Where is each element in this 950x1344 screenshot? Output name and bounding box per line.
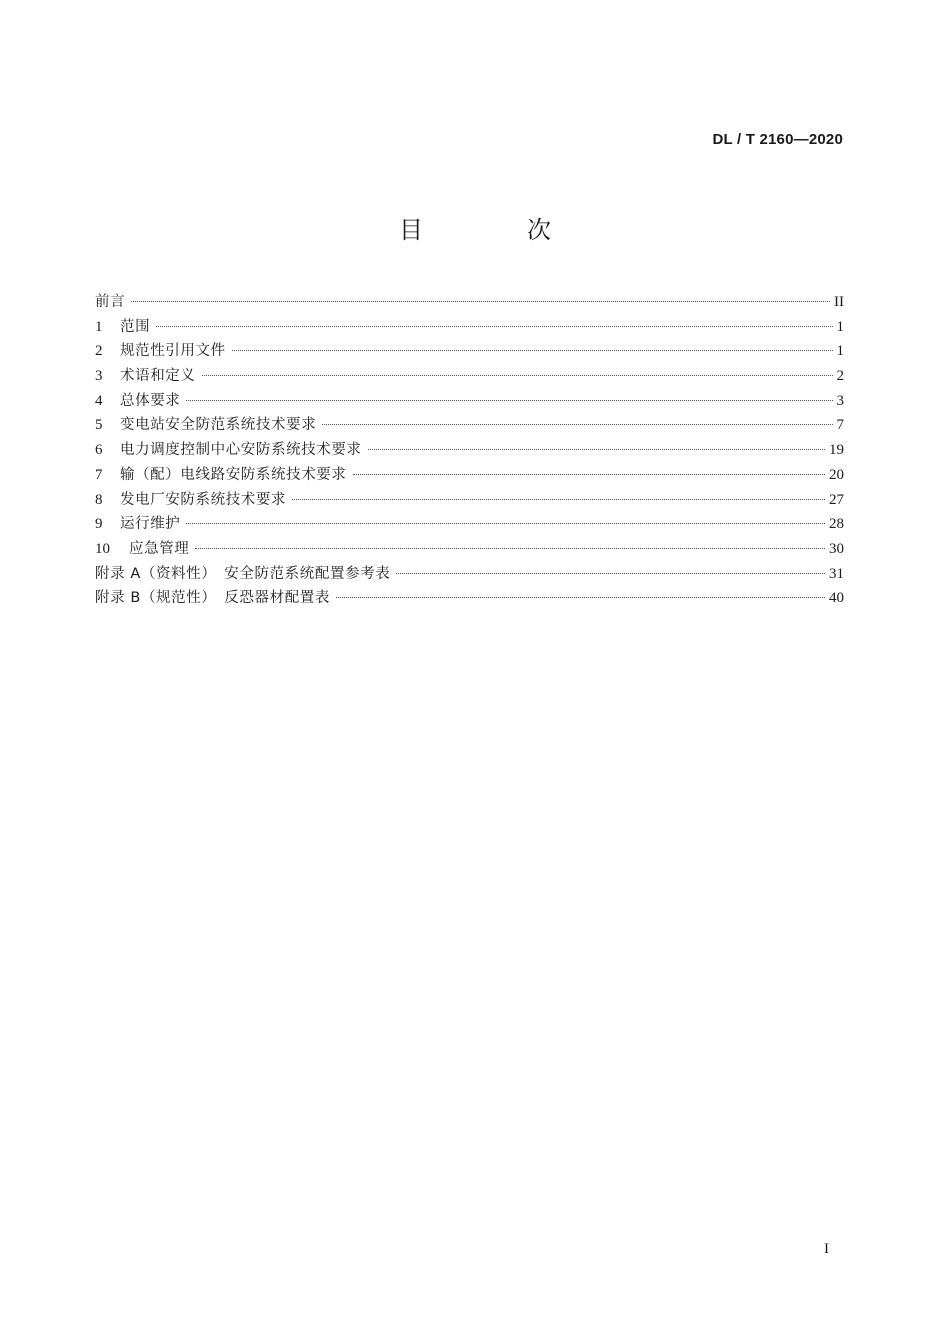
toc-entry-appendix-a[interactable] (95, 562, 844, 587)
page-number: I (824, 1241, 829, 1257)
toc-leader (186, 400, 832, 401)
toc-entry-number: 2 (95, 343, 103, 360)
toc-entry-number: 1 (95, 318, 103, 335)
toc-leader (131, 301, 830, 302)
toc-leader (156, 326, 832, 327)
toc-entry-10[interactable] (95, 537, 844, 562)
toc-leader (336, 597, 825, 598)
toc-entry-6[interactable] (95, 438, 844, 463)
toc-entry-label: 变电站安全防范系统技术要求 (120, 417, 317, 434)
toc-entry-label: 前言 (95, 294, 126, 310)
toc-entry-number: 6 (95, 442, 103, 459)
toc-entry-page: 3 (836, 392, 844, 409)
toc-entry-9[interactable] (95, 512, 844, 537)
toc-leader (396, 573, 825, 574)
toc-leader (232, 350, 833, 351)
toc-entry-label: 输（配）电线路安防系统技术要求 (120, 466, 347, 483)
toc-entry-7[interactable] (95, 463, 844, 488)
toc-entry-page: 1 (836, 318, 844, 335)
toc-entry-number: 8 (95, 491, 103, 508)
toc-entry-page: 28 (829, 516, 844, 533)
toc-entry-number: 4 (95, 392, 103, 409)
standard-code: DL / T 2160—2020 (712, 131, 843, 148)
toc-entry-label: 应急管理 (129, 540, 190, 557)
toc-entry-2[interactable] (95, 339, 844, 364)
toc-entry-label: 总体要求 (120, 392, 181, 409)
toc-entry-1[interactable] (95, 315, 844, 340)
toc-entry-3[interactable] (95, 364, 844, 389)
toc-entry-page: 31 (829, 565, 844, 582)
toc-entry-4[interactable] (95, 389, 844, 414)
toc-entry-number: 10 (95, 540, 110, 557)
toc-entry-label: 规范性引用文件 (120, 343, 226, 360)
toc-entry-label: 附录 B（规范性） 反恐器材配置表 (95, 590, 331, 607)
toc-entry-page: 20 (829, 466, 844, 483)
toc-entry-page: II (834, 294, 844, 310)
toc-entry-number: 7 (95, 466, 103, 483)
toc-entry-page: 7 (836, 417, 844, 434)
toc-entry-label: 范围 (120, 318, 151, 335)
toc-entry-number: 9 (95, 516, 103, 533)
toc-entry-foreword[interactable] (95, 290, 844, 315)
toc-leader (368, 449, 825, 450)
toc-entry-number: 3 (95, 368, 103, 385)
toc-entry-page: 2 (836, 368, 844, 385)
toc-entry-label: 发电厂安防系统技术要求 (120, 491, 287, 508)
toc-entry-8[interactable] (95, 488, 844, 513)
toc-entry-label: 附录 A（资料性） 安全防范系统配置参考表 (95, 565, 391, 582)
toc-entry-number: 5 (95, 417, 103, 434)
toc-entry-page: 1 (836, 343, 844, 360)
toc-entry-label: 电力调度控制中心安防系统技术要求 (120, 442, 362, 459)
toc-entry-appendix-b[interactable] (95, 586, 844, 611)
page-title: 目 次 (399, 216, 591, 244)
toc-entry-label: 运行维护 (120, 516, 181, 533)
toc-entry-page: 19 (829, 442, 844, 459)
toc-entry-label: 术语和定义 (120, 368, 196, 385)
toc-entry-page: 40 (829, 590, 844, 607)
toc-leader (186, 523, 825, 524)
toc-leader (322, 424, 832, 425)
table-of-contents (95, 290, 844, 611)
toc-leader (353, 474, 826, 475)
toc-entry-5[interactable] (95, 413, 844, 438)
toc-leader (202, 375, 833, 376)
toc-leader (292, 499, 825, 500)
toc-leader (195, 548, 825, 549)
toc-entry-page: 30 (829, 540, 844, 557)
toc-entry-page: 27 (829, 491, 844, 508)
